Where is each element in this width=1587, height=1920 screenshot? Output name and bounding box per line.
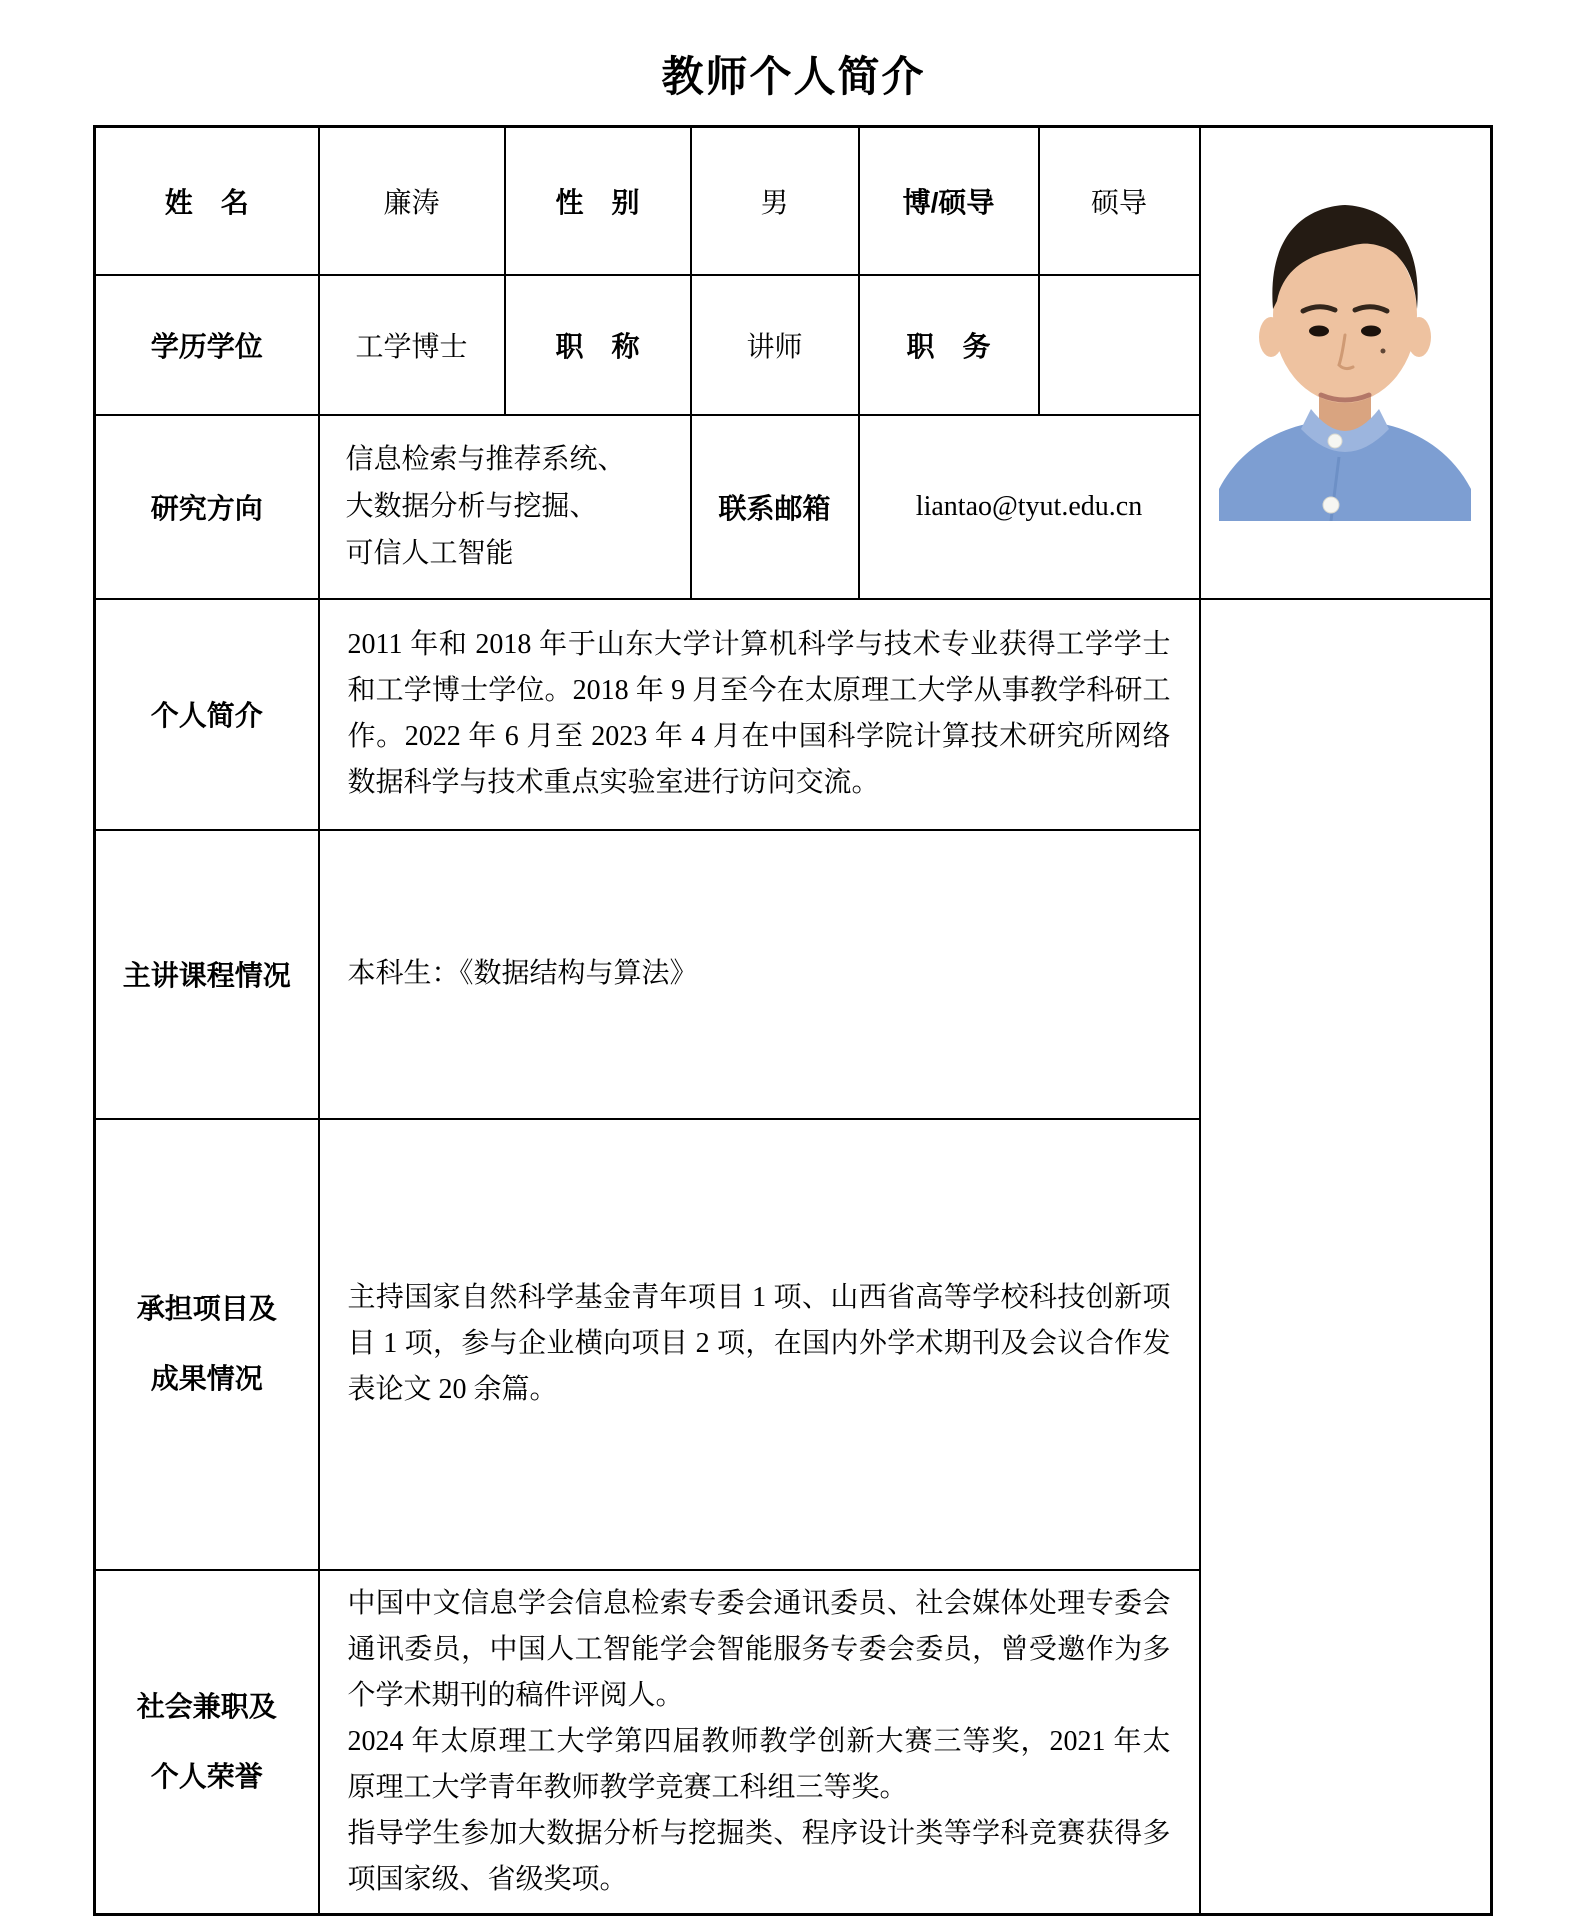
table-row: [95, 599, 1492, 830]
bio-label: 个人简介: [95, 599, 319, 830]
service-paragraph: 2024 年太原理工大学第四届教师教学创新大赛三等奖，2021 年太原理工大学青年教师教学竞赛工科组三等奖。: [347, 1725, 1171, 1803]
table-row: [95, 1119, 1492, 1570]
email-value: liantao@tyut.edu.cn: [859, 415, 1200, 599]
projects-label-line: 成果情况: [150, 1363, 263, 1394]
research-line: 信息检索与推荐系统、: [345, 444, 626, 475]
photo-eye-right: [1361, 325, 1381, 336]
duty-label: 职 务: [859, 275, 1039, 415]
email-label: 联系邮箱: [691, 415, 859, 599]
degree-label: 学历学位: [95, 275, 319, 415]
table-row: [95, 830, 1492, 1119]
gender-label: 性 别: [505, 127, 691, 275]
gender-value: 男: [691, 127, 859, 275]
photo-button-lower: [1323, 497, 1339, 513]
research-value: [319, 415, 691, 599]
teacher-profile-table: [93, 125, 1493, 1916]
name-label: 姓 名: [95, 127, 319, 275]
projects-label: [95, 1119, 319, 1570]
mentor-type-label: 博/硕导: [859, 127, 1039, 275]
mentor-type-value: 硕导: [1039, 127, 1200, 275]
research-line: 大数据分析与挖掘、: [345, 491, 598, 522]
page-title: 教师个人简介: [661, 53, 926, 100]
duty-value: [1039, 275, 1200, 415]
rank-value: 讲师: [691, 275, 859, 415]
photo-mole: [1381, 348, 1386, 353]
service-content: [319, 1570, 1200, 1915]
table-row: [95, 127, 1492, 275]
research-line: 可信人工智能: [345, 538, 514, 569]
photo-eye-left: [1309, 325, 1329, 336]
table-row: [95, 1570, 1492, 1915]
rank-label: 职 称: [505, 275, 691, 415]
service-label: [95, 1570, 319, 1915]
degree-value: 工学博士: [319, 275, 505, 415]
projects-label-line: 承担项目及: [136, 1293, 277, 1324]
profile-photo: [1213, 189, 1477, 521]
courses-content: 本科生：《数据结构与算法》: [319, 830, 1200, 1119]
service-label-line: 社会兼职及: [136, 1690, 277, 1722]
photo-button-top: [1328, 434, 1342, 448]
name-value: 廉涛: [319, 127, 505, 275]
photo-cell: [1200, 127, 1492, 599]
projects-content: 主持国家自然科学基金青年项目 1 项、山西省高等学校科技创新项目 1 项，参与企业横向项目 2 项，在国内外学术期刊及会议合作发表论文 20 余篇。: [319, 1119, 1200, 1570]
service-paragraph: 指导学生参加大数据分析与挖掘类、程序设计类等学科竞赛获得多项国家级、省级奖项。: [347, 1817, 1171, 1895]
service-label-line: 个人荣誉: [150, 1760, 263, 1792]
service-paragraph: 中国中文信息学会信息检索专委会通讯委员、社会媒体处理专委会通讯委员，中国人工智能学会智能服务专委会委员，曾受邀作为多个学术期刊的稿件评阅人。: [347, 1587, 1171, 1711]
research-label: 研究方向: [95, 415, 319, 599]
courses-label: 主讲课程情况: [95, 830, 319, 1119]
bio-content: 2011 年和 2018 年于山东大学计算机科学与技术专业获得工学学士和工学博士学位。2018 年 9 月至今在太原理工大学从事教学科研工作。2022 年 6 月至 2023 年 4 月在中国科学院计算技术研究所网络数据科学与技术重点实验室进行访问交流。: [319, 599, 1200, 830]
